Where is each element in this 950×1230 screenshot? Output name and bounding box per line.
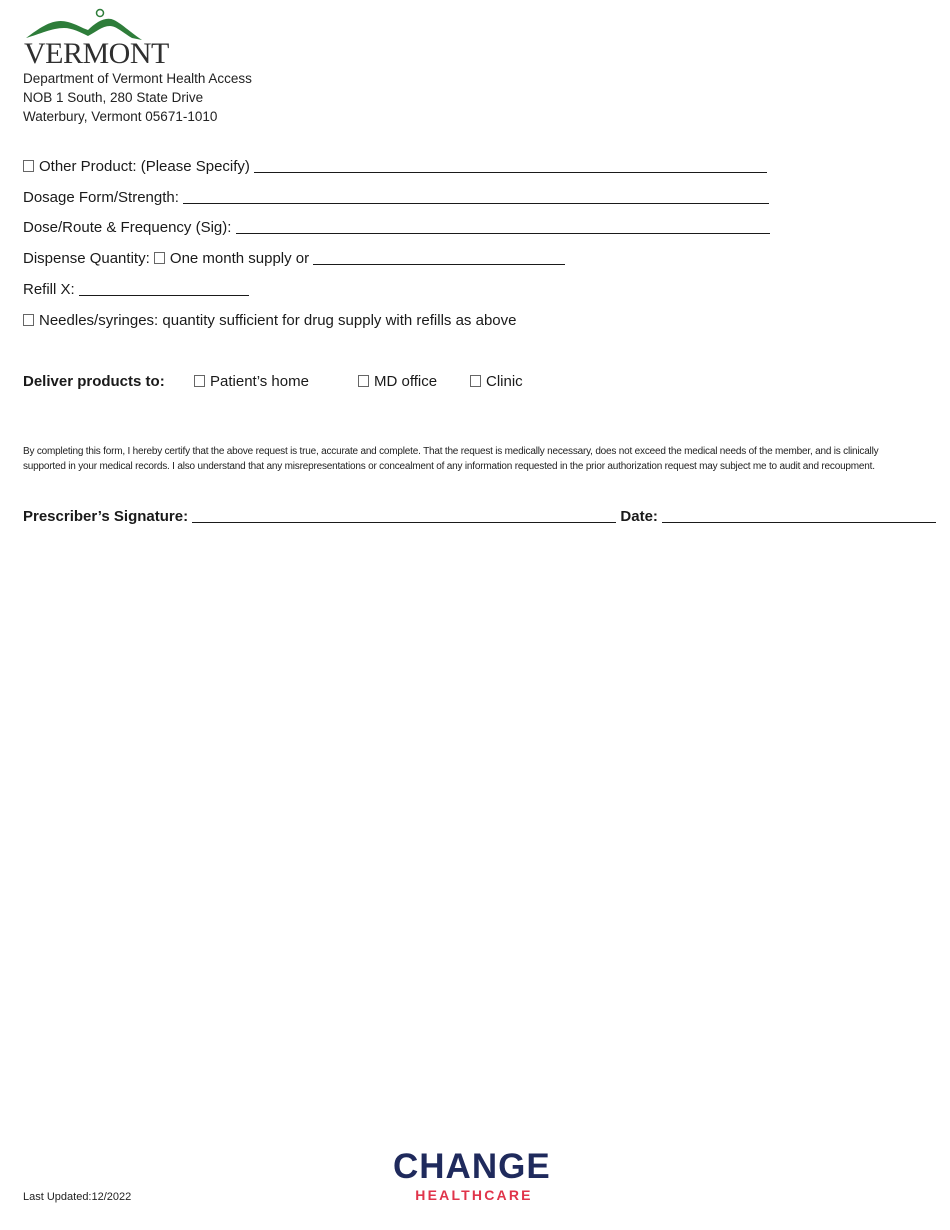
- deliver-option-clinic[interactable]: [470, 372, 523, 392]
- md-office-label: MD office: [374, 373, 438, 390]
- dosage-row: [23, 188, 769, 208]
- deliver-option-patient-home[interactable]: [194, 372, 309, 392]
- patient-home-label: Patient’s home: [210, 373, 309, 390]
- vermont-logo: [22, 8, 169, 70]
- needles-row: [23, 311, 516, 331]
- deliver-option-md-office[interactable]: [358, 372, 437, 392]
- dosage-field[interactable]: [183, 188, 769, 204]
- dose-route-label: Dose/Route & Frequency (Sig):: [23, 219, 232, 236]
- dispense-label: Dispense Quantity:: [23, 250, 150, 267]
- clinic-checkbox[interactable]: [470, 375, 481, 387]
- other-product-checkbox[interactable]: [23, 160, 34, 172]
- dose-route-row: [23, 218, 770, 238]
- last-updated: Last Updated:12/2022: [23, 1191, 132, 1203]
- needles-checkbox[interactable]: [23, 314, 34, 326]
- logo-wordmark: VERMONT: [24, 37, 169, 70]
- needles-label: Needles/syringes: quantity sufficient for drug supply with refills as above: [39, 312, 517, 329]
- dose-route-field[interactable]: [236, 218, 770, 234]
- brand-wordmark: CHANGE: [393, 1147, 551, 1186]
- certification-text: By completing this form, I hereby certify that the above request is true, accurate and complete. That the request is medically necessary, does not exceed the medical needs of the member, and is clinically supported in your medical records. I also understand that any misrepresentations or concealment of any information requested in the prior authorization request may subject me to audit and recoupment.: [23, 446, 879, 472]
- refill-label: Refill X:: [23, 281, 75, 298]
- dosage-label: Dosage Form/Strength:: [23, 189, 179, 206]
- patient-home-checkbox[interactable]: [194, 375, 205, 387]
- refill-field[interactable]: [79, 280, 249, 296]
- other-product-label: Other Product: (Please Specify): [39, 158, 250, 175]
- other-product-row: [23, 157, 767, 177]
- dispense-field[interactable]: [313, 249, 565, 265]
- date-label: Date:: [620, 508, 658, 525]
- signature-row: [23, 507, 936, 527]
- dispense-row: [23, 249, 565, 269]
- signature-label: Prescriber’s Signature:: [23, 508, 189, 525]
- change-healthcare-logo: [393, 1148, 563, 1210]
- address-line-3: Waterbury, Vermont 05671-1010: [23, 109, 218, 124]
- clinic-label: Clinic: [486, 373, 523, 390]
- brand-subtitle: HEALTHCARE: [415, 1187, 533, 1203]
- refill-row: [23, 280, 249, 300]
- date-field[interactable]: [662, 507, 936, 523]
- dispense-option-label: One month supply or: [169, 250, 310, 267]
- address-line-1: Department of Vermont Health Access: [23, 71, 252, 86]
- md-office-checkbox[interactable]: [358, 375, 369, 387]
- deliver-label: Deliver products to:: [23, 373, 165, 390]
- signature-field[interactable]: [192, 507, 616, 523]
- address-line-2: NOB 1 South, 280 State Drive: [23, 90, 204, 105]
- other-product-field[interactable]: [254, 157, 767, 173]
- dispense-checkbox[interactable]: [154, 252, 165, 264]
